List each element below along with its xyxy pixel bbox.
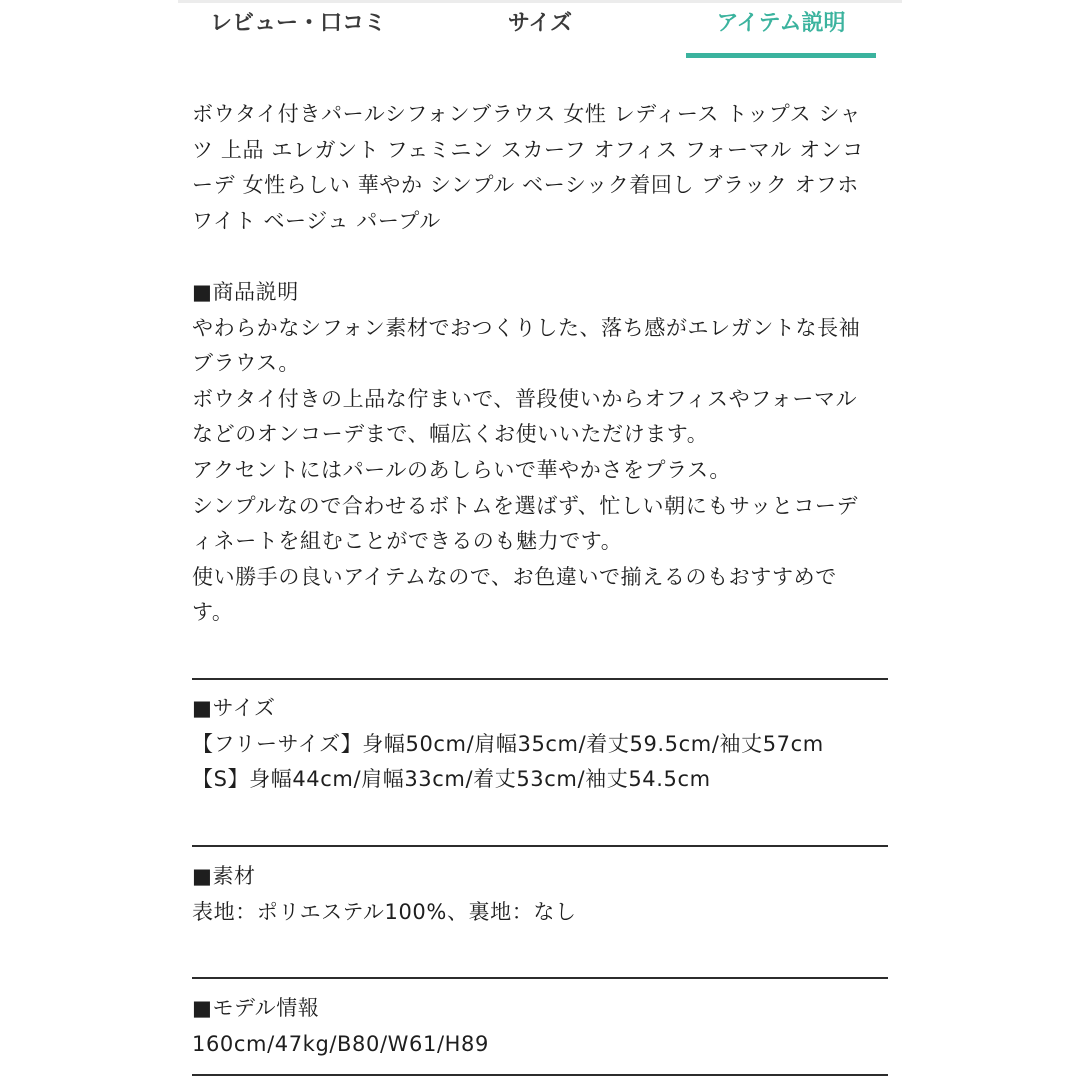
- material-section: [192, 859, 892, 930]
- tab-reviews[interactable]: レビュー・口コミ: [209, 11, 386, 36]
- description-line: ボウタイ付きの上品な佇まいで、普段使いからオフィスやフォーマル: [192, 386, 858, 411]
- section-divider: [192, 678, 888, 680]
- tab-item-description[interactable]: アイテム説明: [716, 11, 846, 36]
- description-line: ブラウス。: [192, 351, 300, 376]
- product-title-line: ボウタイ付きパールシフォンブラウス 女性 レディース トップス シャ: [192, 102, 862, 126]
- model-info-line: 160cm/47kg/B80/W61/H89: [192, 1031, 489, 1056]
- product-description-section: [192, 275, 892, 631]
- product-title-line: ワイト ベージュ パープル: [192, 208, 441, 233]
- size-line: 【フリーサイズ】身幅50cm/肩幅35cm/着丈59.5cm/袖丈57cm: [192, 731, 824, 756]
- product-title: [192, 97, 892, 239]
- description-line: アクセントにはパールのあしらいで華やかさをプラス。: [192, 457, 731, 482]
- active-tab-indicator: [686, 53, 876, 58]
- section-heading: ■商品説明: [192, 279, 299, 304]
- size-section: [192, 691, 892, 798]
- section-heading: ■素材: [192, 864, 256, 888]
- description-line: シンプルなので合わせるボトムを選ばず、忙しい朝にもサッとコーデ: [192, 493, 859, 518]
- section-divider: [192, 845, 888, 847]
- description-line: す。: [192, 600, 234, 625]
- section-heading: ■サイズ: [192, 696, 276, 720]
- section-divider: [192, 1074, 888, 1076]
- product-title-line: ーデ 女性らしい 華やか シンプル ベーシック着回し ブラック オフホ: [192, 173, 859, 198]
- section-divider: [192, 977, 888, 979]
- size-line: 【S】身幅44cm/肩幅33cm/着丈53cm/袖丈54.5cm: [192, 767, 711, 792]
- product-title-line: ツ 上品 エレガント フェミニン スカーフ オフィス フォーマル オンコ: [192, 137, 864, 162]
- description-line: などのオンコーデまで、幅広くお使いいただけます。: [192, 422, 709, 447]
- description-line: 使い勝手の良いアイテムなので、お色違いで揃えるのもおすすめで: [192, 564, 837, 589]
- tab-bar: [178, 3, 902, 59]
- model-info-section: [192, 991, 892, 1062]
- item-description-body: [192, 97, 892, 631]
- tab-size[interactable]: サイズ: [507, 11, 573, 36]
- material-line: 表地：ポリエステル100%、裏地：なし: [192, 899, 577, 924]
- description-line: ィネートを組むことができるのも魅力です。: [192, 529, 623, 554]
- spacer: [192, 239, 892, 275]
- section-heading: ■モデル情報: [192, 996, 320, 1020]
- description-line: やわらかなシフォン素材でおつくりした、落ち感がエレガントな長袖: [192, 315, 861, 340]
